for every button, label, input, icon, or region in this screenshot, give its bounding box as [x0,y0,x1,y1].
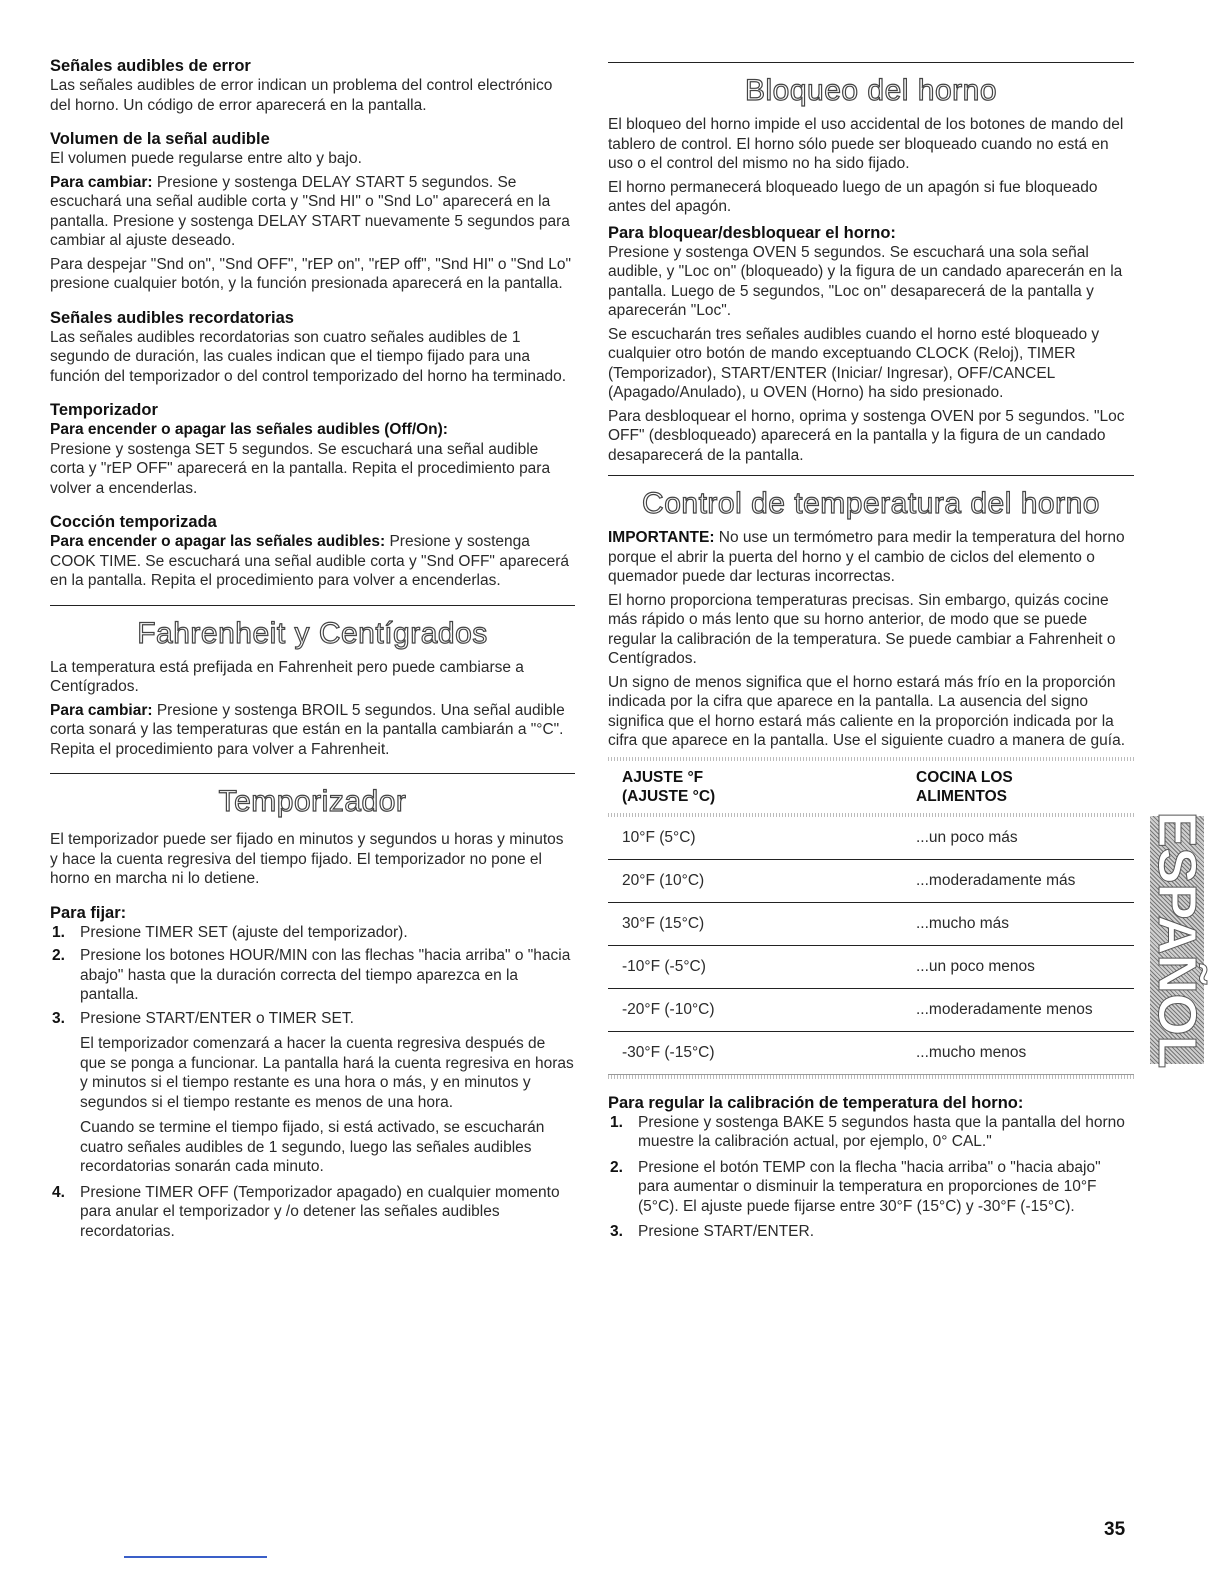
timer-steps-list [50,923,575,1242]
volume-change-paragraph [50,173,575,251]
timer-heading: Temporizador [218,785,407,818]
step-text: Presione TIMER SET (ajuste del temporizador). [80,923,408,941]
reminder-signals-title: Señales audibles recordatorias [50,308,294,327]
step-text: Presione los botones HOUR/MIN con las flechas "hacia arriba" o "hacia abajo" hasta que la duración correcta del tiempo aparezca en la pantalla. [80,947,571,1003]
header-text: AJUSTE °F [622,768,704,786]
lock-unlock-title: Para bloquear/desbloquear el horno: [608,223,896,242]
step-number: 1. [52,923,65,941]
left-column [50,56,575,1241]
table-cell: ...un poco más [902,817,1134,860]
list-item [50,923,575,943]
table-row [608,945,1134,988]
volume-change-label: Para cambiar: [50,173,153,191]
header-text: COCINA LOS [916,768,1013,786]
unlock-text: Para desbloquear el horno, oprima y sostenga OVEN por 5 segundos. "Loc OFF" (desbloqueado) aparecerá en la pantalla y la figura de un candado desaparecerá de la pantalla. [608,407,1125,464]
step-text: Presione TIMER OFF (Temporizador apagado) en cualquier momento para anular el temporizador y /o detener las señales audibles recordatorias. [80,1183,560,1240]
important-text: No use un termómetro para medir la temperatura del horno porque el abrir la puerta del horno y el cambio de ciclos del elemento o quemador puede dar lecturas incorrectas. [608,529,1125,585]
table-row [608,902,1134,945]
step-text: Presione START/ENTER o TIMER SET. [80,1009,354,1027]
table-cell: ...mucho más [902,902,1134,945]
right-column [608,62,1134,1242]
table-cell: ...mucho menos [902,1031,1134,1074]
temperature-text: Un signo de menos significa que el horno estará más frío en la proporción indicada por la cifra que aparece en la pantalla. La ausencia del signo significa que el horno estará más caliente en la proporción indicada por la cifra que aparece en la pantalla. Use el siguiente cuadro a manera de guía. [608,673,1126,749]
table-row [608,859,1134,902]
step-text: Presione y sostenga BAKE 5 segundos hasta que la pantalla del horno muestre la calibración actual, por ejemplo, 0° CAL." [638,1113,1125,1150]
cook-time-title: Cocción temporizada [50,513,217,531]
calibration-steps-list [608,1113,1134,1242]
list-item [608,1158,1134,1217]
language-side-tab [1147,811,1207,1069]
oven-lock-text: El bloqueo del horno impide el uso accidental de los botones de mando del tablero de control. El horno sólo puede ser bloqueado cuando no está en uso o el control del mismo no ha sido fijado. [608,116,1124,172]
timer-signals-label: Para encender o apagar las señales audibles (Off/On): [50,421,448,438]
table-cell: ...moderadamente más [902,859,1134,902]
step-detail: Cuando se termine el tiempo fijado, si está activado, se escucharán cuatro señales audibles de 1 segundo, luego las señales audibles recordatorias sonarán cada minuto. [80,1119,545,1175]
cook-time-paragraph [50,532,575,591]
cook-time-text: Presione y sostenga COOK TIME. Se escuchará una señal audible corta y "Snd OFF" aparecerá en la pantalla. Repita el procedimiento para volver a encenderlas. [50,533,570,589]
step-number: 1. [610,1113,623,1131]
volume-change-text: Presione y sostenga DELAY START 5 segundos. Se escuchará una señal audible corta y "Snd HI" o "Snd Lo" aparecerá en la pantalla. Presione y sostenga DELAY START nuevamente 5 segundos para cambiar al ajuste deseado. [50,173,570,249]
table-cell: ...moderadamente menos [902,988,1134,1031]
volume-clear-text: Para despejar "Snd on", "Snd OFF", "rEP on", "rEP off", "Snd HI" o "Snd Lo" presione cualquier botón, y la función presionada aparecerá en la pantalla. [50,255,571,292]
step-detail: El temporizador comenzará a hacer la cuenta regresiva después de que se ponga a funcionar. La pantalla hará la cuenta regresiva en horas y minutos si el tiempo restante es una hora o más, y en minutos y segundos si el tiempo restante es menos de una hora. [80,1035,574,1111]
table-cell: ...un poco menos [902,945,1134,988]
table-cell: 20°F (10°C) [608,859,902,902]
error-signals-title: Señales audibles de error [50,57,251,75]
lock-unlock-text: Presione y sostenga OVEN 5 segundos. Se escuchará una sola señal audible, y "Loc on" (bloqueado) y la figura de un candado aparecerán en la pantalla. Luego de 5 segundos, "Loc on" desaparecerá de la pantalla y aparecerán "Loc". [608,243,1123,319]
footer-line [124,1556,267,1558]
table-cell: 30°F (15°C) [608,902,902,945]
fahrenheit-text: La temperatura está prefijada en Fahrenheit pero puede cambiarse a Centígrados. [50,658,524,695]
list-item [50,1183,575,1242]
table-row [608,817,1134,860]
calibration-title: Para regular la calibración de temperatura del horno: [608,1093,1024,1112]
timer-signals-text: Presione y sostenga SET 5 segundos. Se escuchará una señal audible corta y "rEP OFF" aparecerá en la pantalla. Repita el procedimiento para volver a encenderlas. [50,440,551,497]
header-text: ALIMENTOS [916,787,1007,805]
language-tab-label: ESPAÑOL [1147,811,1207,1069]
header-text: (AJUSTE °C) [622,787,716,805]
oven-lock-heading: Bloqueo del horno [744,74,998,107]
table-cell: -30°F (-15°C) [608,1031,902,1074]
error-signals-text: Las señales audibles de error indican un problema del control electrónico del horno. Un código de error aparecerá en la pantalla. [50,77,553,114]
step-number: 2. [610,1158,623,1176]
important-label: IMPORTANTE: [608,529,715,546]
timer-set-label: Para fijar: [50,903,127,922]
step-text: Presione START/ENTER. [638,1223,815,1240]
fahrenheit-change-text: Presione y sostenga BROIL 5 segundos. Una señal audible corta sonará y las temperaturas que están en la pantalla cambiarán a "°C". Repita el procedimiento para volver a Fahrenheit. [50,701,565,758]
temperature-text: El horno proporciona temperaturas precisas. Sin embargo, quizás cocine más rápido o más lento que su horno anterior, de modo que se puede regular la calibración de la temperatura. Se puede cambiar a Fahrenheit o Centígrados. [608,591,1116,667]
table-header-cell [902,761,1134,813]
temperature-control-heading: Control de temperatura del horno [642,487,1100,520]
list-item [608,1113,1134,1152]
calibration-table [608,761,1134,1075]
fahrenheit-change-label: Para cambiar: [50,701,153,719]
list-item [608,1222,1134,1242]
timer-intro-text: El temporizador puede ser fijado en minutos y segundos u horas y minutos y hace la cuenta regresiva del tiempo fijado. El temporizador no pone el horno en marcha ni lo detiene. [50,831,564,887]
step-number: 3. [52,1009,65,1027]
table-header-cell [608,761,902,813]
timer-signals-title: Temporizador [50,401,158,419]
reminder-signals-text: Las señales audibles recordatorias son cuatro señales audibles de 1 segundo de duración, las cuales indican que el tiempo fijado para una función del temporizador o del control temporizado del horno ha terminado. [50,328,567,385]
step-text: Presione el botón TEMP con la flecha "hacia arriba" o "hacia abajo" para aumentar o disminuir la temperatura en proporciones de 10°F (5°C). El ajuste puede fijarse entre 30°F (15°C) y -30°F (-15°C). [638,1158,1101,1215]
step-number: 4. [52,1183,65,1201]
list-item [50,1009,575,1177]
volume-text: El volumen puede regularse entre alto y bajo. [50,150,362,167]
step-number: 3. [610,1223,623,1240]
fahrenheit-change-paragraph [50,701,575,760]
step-number: 2. [52,947,65,964]
table-cell: -20°F (-10°C) [608,988,902,1031]
oven-lock-text: El horno permanecerá bloqueado luego de un apagón si fue bloqueado antes del apagón. [608,178,1098,215]
table-cell: -10°F (-5°C) [608,945,902,988]
table-header-row [608,761,1134,813]
lock-unlock-text: Se escucharán tres señales audibles cuando el horno esté bloqueado y cualquier otro botón de mando exceptuando CLOCK (Reloj), TIMER (Temporizador), START/ENTER (Iniciar/ Ingresar), OFF/CANCEL (Apagado/Anulado), u OVEN (Horno) ha sido presionado. [608,325,1100,401]
page-number: 35 [1104,1519,1126,1540]
fahrenheit-heading: Fahrenheit y Centígrados [137,616,488,650]
cook-time-label: Para encender o apagar las señales audibles: [50,533,386,550]
table-cell: 10°F (5°C) [608,817,902,860]
important-paragraph [608,528,1134,587]
list-item [50,946,575,1005]
table-row [608,1031,1134,1074]
volume-title: Volumen de la señal audible [50,130,270,148]
table-row [608,988,1134,1031]
